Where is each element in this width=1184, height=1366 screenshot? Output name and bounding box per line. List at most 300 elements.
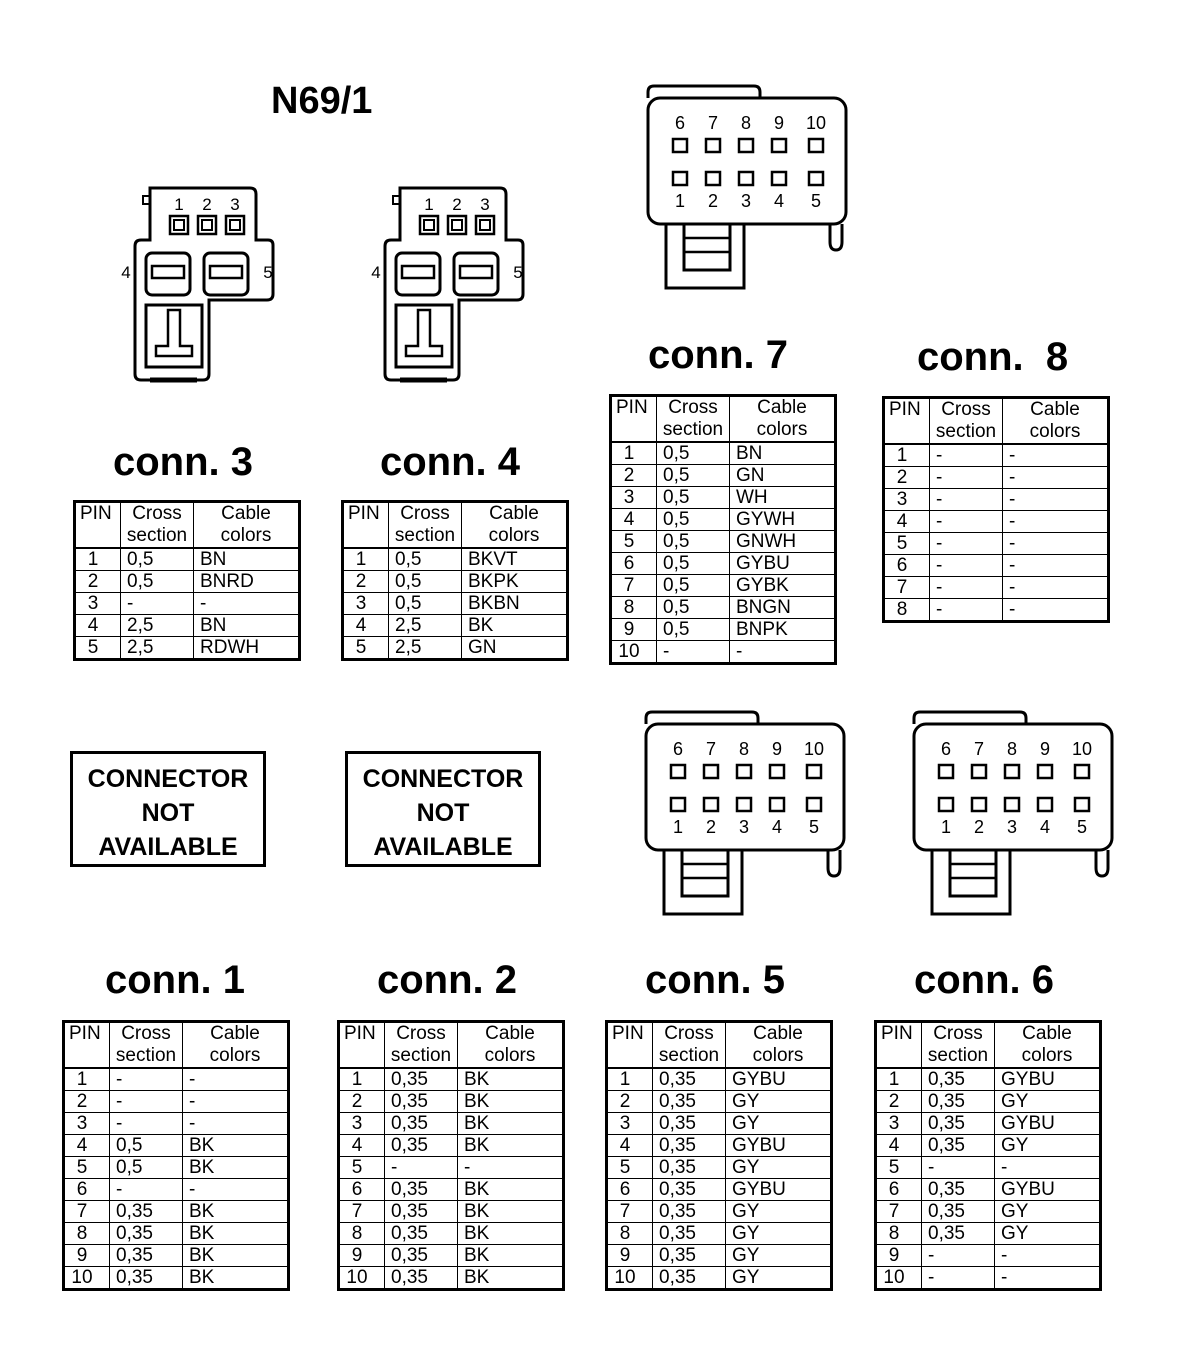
table-row [611,531,836,553]
cable-color-cell: - [183,1091,289,1113]
pin-label: 5 [1076,817,1088,837]
cable-color-cell: - [183,1068,289,1091]
pin-label: 8 [738,739,750,759]
cable-colors-header: Cable colors [995,1022,1101,1069]
cable-color-cell: BK [458,1245,564,1267]
table-row [884,599,1109,622]
cross-section-cell: 0,5 [657,442,730,465]
table-row [607,1179,832,1201]
table-row [611,641,836,664]
cross-section-cell: 0,35 [922,1201,995,1223]
table-row [64,1135,289,1157]
cross-section-cell: - [110,1091,183,1113]
side-clip [1096,850,1108,876]
pin-number-cell: 6 [611,553,657,575]
pin-number-cell: 1 [343,548,389,571]
pin-number-cell: 1 [611,442,657,465]
lock-body [932,850,1010,914]
pin-square [226,216,244,234]
pin-header: PIN [75,502,121,549]
lock-lever [156,310,192,356]
pin-number-cell: 8 [607,1223,653,1245]
pin-square-inner [230,220,240,230]
pin-number-cell: 7 [339,1201,385,1223]
pin-number-cell: 2 [64,1091,110,1113]
not-available-line1: CONNECTOR [362,765,524,793]
conn5-title: conn. 5 [645,958,786,1002]
pin-label: 6 [672,739,684,759]
cross-section-header: Cross section [653,1022,726,1069]
cross-section-cell: 0,35 [385,1179,458,1201]
pin-square [706,172,720,185]
pin-number-cell: 4 [611,509,657,531]
cable-color-cell: - [1003,577,1109,599]
cross-section-cell: - [930,511,1003,533]
cross-section-cell: - [930,599,1003,622]
pin-square [671,798,685,811]
cross-section-cell: - [930,577,1003,599]
table-header-row [75,502,300,549]
pin-square-inner [480,220,490,230]
pin-square [772,172,786,185]
pin-square [1075,798,1089,811]
table-row [607,1091,832,1113]
table-row [343,593,568,615]
pin-number-cell: 2 [876,1091,922,1113]
table-row [607,1201,832,1223]
table-row [611,619,836,641]
cross-section-cell: 0,5 [389,593,462,615]
cable-color-cell: BNGN [730,597,836,619]
pin-square [737,765,751,778]
cable-color-cell: BK [458,1091,564,1113]
pin-header: PIN [343,502,389,549]
page-title: N69/1 [271,80,373,122]
cross-section-cell: 0,35 [385,1201,458,1223]
pin-label: 1 [174,195,184,214]
table-row [611,509,836,531]
cable-color-cell: GYBU [995,1113,1101,1135]
pin-label: 4 [1039,817,1051,837]
pin-label: 10 [805,113,827,133]
connector-10pin-drawing-conn6 [906,706,1126,921]
cable-color-cell: WH [730,487,836,509]
connector-not-available-box-conn2 [345,751,541,867]
table-header-row [339,1022,564,1069]
pin-label: 2 [973,817,985,837]
cable-colors-header: Cable colors [183,1022,289,1069]
table-row [339,1201,564,1223]
pin-label: 3 [480,195,490,214]
cross-section-cell: 0,5 [389,571,462,593]
table-row [876,1179,1101,1201]
cross-section-cell: - [930,555,1003,577]
cable-color-cell: GYBU [726,1179,832,1201]
cross-section-cell: 0,35 [110,1223,183,1245]
not-available-line2: NOT [416,799,470,827]
cable-color-cell: GNWH [730,531,836,553]
pin-label: 9 [773,113,785,133]
pin-number-cell: 5 [884,533,930,555]
cable-color-cell: BN [194,548,300,571]
lock-frame [396,305,452,367]
cable-color-cell: - [1003,533,1109,555]
conn5-pin-table [605,1020,833,1291]
pin-label: 10 [803,739,825,759]
pin-number-cell: 6 [876,1179,922,1201]
cross-section-cell: 0,35 [922,1223,995,1245]
cable-color-cell: GY [995,1201,1101,1223]
pin-square [972,798,986,811]
pin-square [706,139,720,152]
cross-section-cell: 0,35 [385,1245,458,1267]
table-row [339,1157,564,1179]
pin-label: 9 [1039,739,1051,759]
connector-5pin-drawing-conn4 [360,180,530,390]
cross-section-cell: - [110,1068,183,1091]
table-row [884,489,1109,511]
pin-number-cell: 5 [64,1157,110,1179]
table-row [75,571,300,593]
table-row [876,1245,1101,1267]
pin-label: 4 [771,817,783,837]
pin-number-cell: 1 [75,548,121,571]
table-row [339,1179,564,1201]
pin-square-inner [202,220,212,230]
pin-number-cell: 4 [75,615,121,637]
cross-section-cell: 0,35 [653,1201,726,1223]
cross-section-cell: 0,5 [657,619,730,641]
cross-section-cell: - [121,593,194,615]
cross-section-cell: - [930,444,1003,467]
cable-colors-header: Cable colors [462,502,568,549]
pin-number-cell: 4 [876,1135,922,1157]
not-available-line3: AVAILABLE [98,833,238,861]
table-header-row [876,1022,1101,1069]
table-row [876,1068,1101,1091]
lock-frame [682,850,728,896]
pin-number-cell: 1 [64,1068,110,1091]
power-pin-4-slot [152,266,184,278]
cable-color-cell: BK [183,1201,289,1223]
cross-section-cell: 0,35 [653,1179,726,1201]
table-row [876,1267,1101,1290]
pin-number-cell: 3 [64,1113,110,1135]
pin-number-cell: 8 [611,597,657,619]
cable-color-cell: - [1003,444,1109,467]
lock-body [666,224,744,288]
pin-number-cell: 5 [876,1157,922,1179]
conn6-title: conn. 6 [914,958,1055,1002]
cable-color-cell: BK [458,1201,564,1223]
power-pin-5-slot [460,266,492,278]
cable-color-cell: GYBU [726,1135,832,1157]
cable-color-cell: GY [995,1091,1101,1113]
cable-color-cell: BK [458,1068,564,1091]
cross-section-cell: 0,35 [653,1113,726,1135]
cable-color-cell: BNRD [194,571,300,593]
cable-color-cell: BK [458,1179,564,1201]
cable-color-cell: BK [183,1267,289,1290]
table-header-row [884,398,1109,445]
cable-color-cell: - [183,1113,289,1135]
cross-section-cell: - [930,533,1003,555]
cable-color-cell: - [995,1267,1101,1290]
cross-section-cell: 0,35 [385,1113,458,1135]
power-pin-5-slot [210,266,242,278]
cross-section-cell: 0,5 [657,487,730,509]
table-row [884,511,1109,533]
cross-section-cell: 0,35 [653,1091,726,1113]
table-row [343,615,568,637]
table-row [64,1068,289,1091]
conn3-title: conn. 3 [113,440,254,484]
pin-number-cell: 6 [339,1179,385,1201]
conn2-pin-table [337,1020,565,1291]
conn6-pin-table [874,1020,1102,1291]
cross-section-cell: 2,5 [121,637,194,660]
pin-number-cell: 2 [339,1091,385,1113]
pin-square [420,216,438,234]
pin-square [704,765,718,778]
pin-number-cell: 9 [876,1245,922,1267]
cable-colors-header: Cable colors [730,396,836,443]
cable-color-cell: BN [194,615,300,637]
cable-color-cell: - [183,1179,289,1201]
pin-number-cell: 4 [343,615,389,637]
cross-section-header: Cross section [657,396,730,443]
cable-color-cell: GN [730,465,836,487]
pin-label: 2 [707,191,719,211]
pin-number-cell: 7 [611,575,657,597]
pin-number-cell: 1 [339,1068,385,1091]
pin-square [809,172,823,185]
cable-color-cell: GY [995,1223,1101,1245]
cross-section-cell: 0,5 [657,509,730,531]
cable-color-cell: GY [726,1113,832,1135]
pin-header: PIN [339,1022,385,1069]
back-edge [652,712,758,724]
table-row [884,467,1109,489]
pin-label: 4 [121,263,131,282]
cross-section-cell: 0,35 [385,1135,458,1157]
pin-number-cell: 6 [607,1179,653,1201]
cable-color-cell: - [995,1245,1101,1267]
pin-label: 7 [707,113,719,133]
pin-number-cell: 5 [611,531,657,553]
not-available-line2: NOT [141,799,195,827]
pin-number-cell: 6 [884,555,930,577]
cross-section-cell: - [110,1179,183,1201]
pin-label: 1 [674,191,686,211]
conn8-pin-table [882,396,1110,623]
pin-square [704,798,718,811]
lock-frame [146,305,202,367]
cable-color-cell: GYBU [730,553,836,575]
pin-number-cell: 6 [64,1179,110,1201]
pin-square [170,216,188,234]
table-row [339,1135,564,1157]
cross-section-cell: - [385,1157,458,1179]
table-row [607,1267,832,1290]
table-row [611,465,836,487]
pin-number-cell: 3 [884,489,930,511]
pin-number-cell: 3 [75,593,121,615]
pin-square-inner [452,220,462,230]
pin-label: 2 [202,195,212,214]
table-row [64,1245,289,1267]
pin-square-inner [424,220,434,230]
table-row [884,533,1109,555]
cross-section-cell: 0,35 [110,1201,183,1223]
cross-section-cell: - [922,1245,995,1267]
pin-label: 6 [674,113,686,133]
cable-color-cell: BNPK [730,619,836,641]
pin-number-cell: 10 [876,1267,922,1290]
cross-section-cell: 0,35 [653,1245,726,1267]
cable-color-cell: BK [458,1135,564,1157]
conn7-title: conn. 7 [648,333,789,377]
pin-label: 8 [740,113,752,133]
table-row [884,555,1109,577]
pin-number-cell: 1 [876,1068,922,1091]
pin-square [737,798,751,811]
table-row [339,1267,564,1290]
cross-section-cell: 0,5 [657,531,730,553]
pin-number-cell: 5 [343,637,389,660]
pin-number-cell: 9 [607,1245,653,1267]
pin-square [673,172,687,185]
pin-number-cell: 3 [339,1113,385,1135]
cross-section-cell: 0,35 [653,1068,726,1091]
pin-label: 2 [705,817,717,837]
pin-number-cell: 10 [64,1267,110,1290]
cross-section-cell: - [930,489,1003,511]
pin-number-cell: 9 [611,619,657,641]
cross-section-cell: 0,35 [922,1091,995,1113]
pin-number-cell: 7 [876,1201,922,1223]
pin-header: PIN [884,398,930,445]
cross-section-header: Cross section [385,1022,458,1069]
back-edge-left [648,86,654,98]
not-available-line1: CONNECTOR [87,765,249,793]
table-row [607,1113,832,1135]
pin-label: 7 [705,739,717,759]
cable-color-cell: GY [726,1223,832,1245]
pin-number-cell: 3 [611,487,657,509]
table-row [64,1267,289,1290]
table-row [343,548,568,571]
table-row [339,1091,564,1113]
conn7-pin-table [609,394,837,665]
pin-label: 5 [263,263,273,282]
pin-square [770,765,784,778]
table-row [64,1223,289,1245]
cross-section-cell: 0,5 [657,575,730,597]
pin-number-cell: 3 [343,593,389,615]
table-row [876,1091,1101,1113]
cable-color-cell: BKVT [462,548,568,571]
pin-number-cell: 3 [607,1113,653,1135]
conn2-title: conn. 2 [377,958,518,1002]
pin-square [1075,765,1089,778]
back-edge-left [646,712,652,724]
pin-number-cell: 1 [607,1068,653,1091]
cross-section-cell: - [930,467,1003,489]
pin-number-cell: 8 [876,1223,922,1245]
pin-number-cell: 4 [64,1135,110,1157]
pin-label: 5 [810,191,822,211]
pin-label: 5 [513,263,523,282]
connector-5pin-drawing-conn3 [110,180,280,390]
table-row [876,1157,1101,1179]
pin-header: PIN [876,1022,922,1069]
pin-square [807,798,821,811]
table-row [339,1068,564,1091]
pin-square [972,765,986,778]
cable-color-cell: GYBU [995,1068,1101,1091]
lock-frame [950,850,996,896]
pin-number-cell: 2 [611,465,657,487]
pin-square-inner [174,220,184,230]
lock-frame [684,224,730,270]
table-header-row [343,502,568,549]
cable-color-cell: - [1003,489,1109,511]
power-pin-4-slot [402,266,434,278]
pin-label: 9 [771,739,783,759]
pin-number-cell: 9 [64,1245,110,1267]
pin-square [476,216,494,234]
pin-label: 1 [424,195,434,214]
pin-square [1038,798,1052,811]
pin-label: 5 [808,817,820,837]
cross-section-cell: - [922,1157,995,1179]
cross-section-cell: 0,35 [653,1135,726,1157]
cable-color-cell: - [194,593,300,615]
pin-label: 3 [230,195,240,214]
conn1-pin-table [62,1020,290,1291]
pin-number-cell: 8 [884,599,930,622]
pin-number-cell: 3 [876,1113,922,1135]
pin-number-cell: 10 [339,1267,385,1290]
pin-label: 8 [1006,739,1018,759]
pin-square [739,139,753,152]
cross-section-header: Cross section [389,502,462,549]
cable-color-cell: BK [458,1267,564,1290]
pin-number-cell: 10 [611,641,657,664]
table-row [611,442,836,465]
pin-square [448,216,466,234]
lock-body [664,850,742,914]
cross-section-cell: 2,5 [389,615,462,637]
pin-square [1038,765,1052,778]
cable-color-cell: GN [462,637,568,660]
cross-section-cell: 0,5 [657,553,730,575]
pin-label: 4 [371,263,381,282]
connector-not-available-box-conn1 [70,751,266,867]
conn4-title: conn. 4 [380,440,521,484]
cable-color-cell: GY [726,1245,832,1267]
pin-label: 1 [940,817,952,837]
cross-section-cell: 2,5 [389,637,462,660]
conn8-title: conn. 8 [917,335,1069,379]
back-edge [920,712,1026,724]
table-row [339,1245,564,1267]
cable-color-cell: - [730,641,836,664]
cross-section-header: Cross section [110,1022,183,1069]
pin-square [739,172,753,185]
cross-section-cell: - [110,1113,183,1135]
